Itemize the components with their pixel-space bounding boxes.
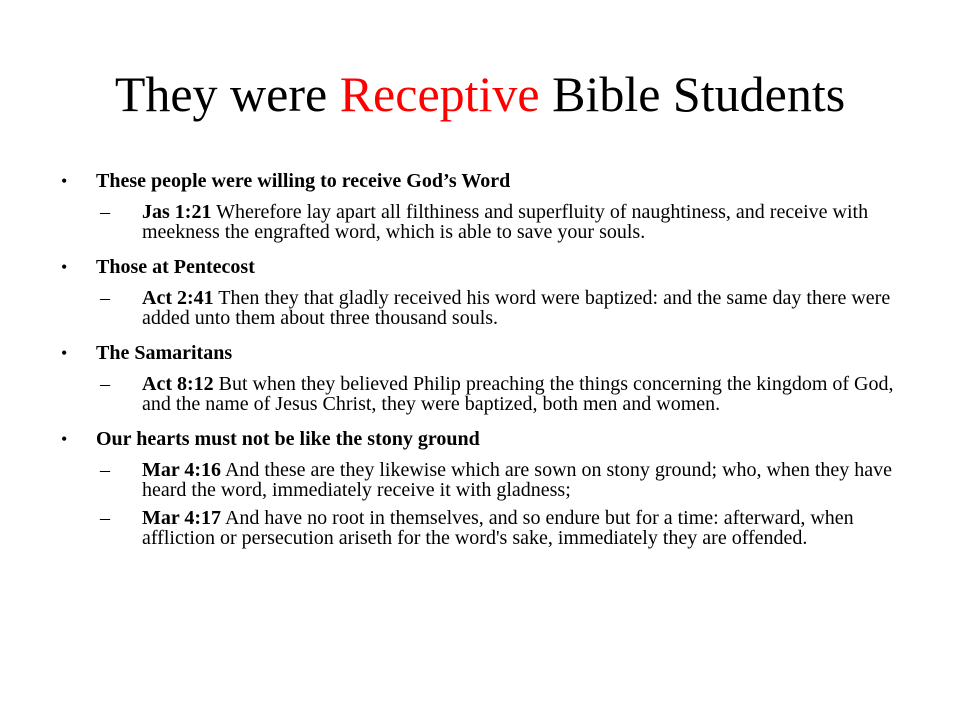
scripture-text: And these are they likewise which are sown on stony ground; who, when they have heard the word, immediately receive it with gladness; (142, 459, 893, 501)
scripture-item (60, 460, 920, 500)
bullet-text: Our hearts must not be like the stony ground (96, 428, 480, 450)
bullet-text: Those at Pentecost (96, 256, 255, 278)
dash-icon: – (100, 459, 110, 481)
scripture-text: Then they that gladly received his word were baptized: and the same day there were added unto them about three thousand souls. (142, 287, 891, 329)
slide-title (0, 62, 960, 126)
title-prefix: They were (114, 66, 340, 122)
dash-icon: – (100, 287, 110, 309)
dash-icon: – (100, 201, 110, 223)
bullet-icon: • (61, 343, 68, 363)
title-suffix: Bible Students (539, 66, 846, 122)
dash-icon: – (100, 373, 110, 395)
bullet-item (60, 340, 920, 366)
scripture-item (60, 288, 920, 328)
scripture-item (60, 374, 920, 414)
scripture-item (60, 508, 920, 548)
bullet-list (60, 168, 920, 548)
scripture-item (60, 202, 920, 242)
bullet-icon: • (61, 171, 68, 191)
bullet-icon: • (61, 429, 68, 449)
bullet-text: These people were willing to receive God’s Word (96, 170, 511, 192)
bullet-item (60, 426, 920, 452)
bullet-item (60, 168, 920, 194)
bullet-item (60, 254, 920, 280)
scripture-reference: Mar 4:16 (142, 459, 222, 481)
scripture-text: And have no root in themselves, and so endure but for a time: afterward, when affliction or persecution ariseth for the word's sake, immediately they are offended. (142, 507, 854, 549)
bullet-icon: • (61, 257, 68, 277)
scripture-text: Wherefore lay apart all filthiness and superfluity of naughtiness, and receive with meekness the engrafted word, which is able to save your souls. (142, 201, 869, 243)
bullet-text: The Samaritans (96, 342, 233, 364)
scripture-reference: Jas 1:21 (142, 201, 212, 223)
scripture-reference: Act 8:12 (142, 373, 214, 395)
scripture-text: But when they believed Philip preaching the things concerning the kingdom of God, and the name of Jesus Christ, they were baptized, both men and women. (142, 373, 894, 415)
scripture-reference: Mar 4:17 (142, 507, 222, 529)
scripture-reference: Act 2:41 (142, 287, 214, 309)
title-accent-word: Receptive (339, 66, 540, 122)
dash-icon: – (100, 507, 110, 529)
